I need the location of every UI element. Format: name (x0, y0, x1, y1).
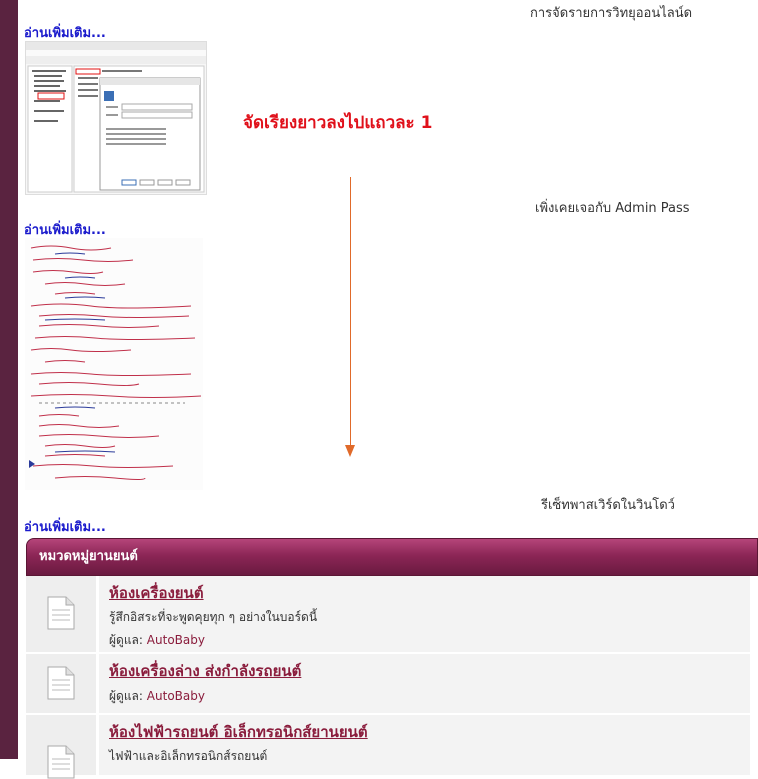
forum-row-2[interactable] (26, 654, 758, 713)
thumbnail-computer-management[interactable] (25, 41, 207, 195)
forum-name-link[interactable]: ห้องไฟฟ้ารถยนต์ อิเล็กทรอนิกส์ยานยนต์ (109, 723, 368, 741)
forum-description: รู้สึกอิสระที่จะพูดคุยทุก ๆ อย่างในบอร์ดนี้ (109, 610, 318, 624)
thumbnail-handwritten-notes[interactable] (25, 238, 203, 490)
read-more-link-3[interactable]: อ่านเพิ่มเติม... (24, 520, 106, 535)
annotation-arrow-line (350, 177, 351, 447)
forum-row-3[interactable] (26, 715, 758, 775)
forum-moderators (109, 631, 750, 650)
handwritten-notes-image (25, 238, 203, 490)
forum-document-icon (47, 745, 75, 779)
forum-icon-cell (26, 715, 99, 775)
forum-moderators (109, 687, 750, 706)
annotation-note: จัดเรียงยาวลงไปแถวละ 1 (243, 113, 433, 133)
forum-name-link[interactable]: ห้องเครื่องล่าง ส่งกำลังรถยนต์ (109, 662, 302, 680)
forum-document-icon (47, 666, 75, 700)
category-header[interactable]: หมวดหมู่ยานยนต์ (26, 538, 758, 576)
post-title-3[interactable]: รีเซ็ทพาสเวิร์ดในวินโดว์ (541, 498, 675, 513)
moderator-link[interactable]: AutoBaby (146, 633, 205, 647)
moderator-link[interactable]: AutoBaby (146, 689, 205, 703)
forum-row-1[interactable] (26, 576, 758, 652)
read-more-link-2[interactable]: อ่านเพิ่มเติม... (24, 223, 106, 238)
forum-name-link[interactable]: ห้องเครื่องยนต์ (109, 584, 204, 602)
forum-body-cell (99, 654, 750, 713)
forum-document-icon (47, 596, 75, 630)
computer-management-screenshot (26, 42, 206, 194)
left-sidebar-strip (0, 0, 18, 759)
forum-body-cell (99, 715, 750, 775)
forum-icon-cell (26, 654, 99, 713)
post-title-1[interactable]: การจัดรายการวิทยุออนไลน์ด (530, 6, 693, 21)
category-section (26, 538, 758, 763)
moderators-label: ผู้ดูแล: (109, 633, 143, 647)
forum-description: ไฟฟ้าและอิเล็กทรอนิกส์รถยนต์ (109, 749, 268, 763)
post-title-2[interactable]: เพิ่งเคยเจอกับ Admin Pass (535, 201, 690, 216)
forum-body-cell (99, 576, 750, 652)
forum-icon-cell (26, 576, 99, 652)
read-more-link-1[interactable]: อ่านเพิ่มเติม... (24, 26, 106, 41)
annotation-arrow-head (345, 445, 355, 457)
moderators-label: ผู้ดูแล: (109, 689, 143, 703)
